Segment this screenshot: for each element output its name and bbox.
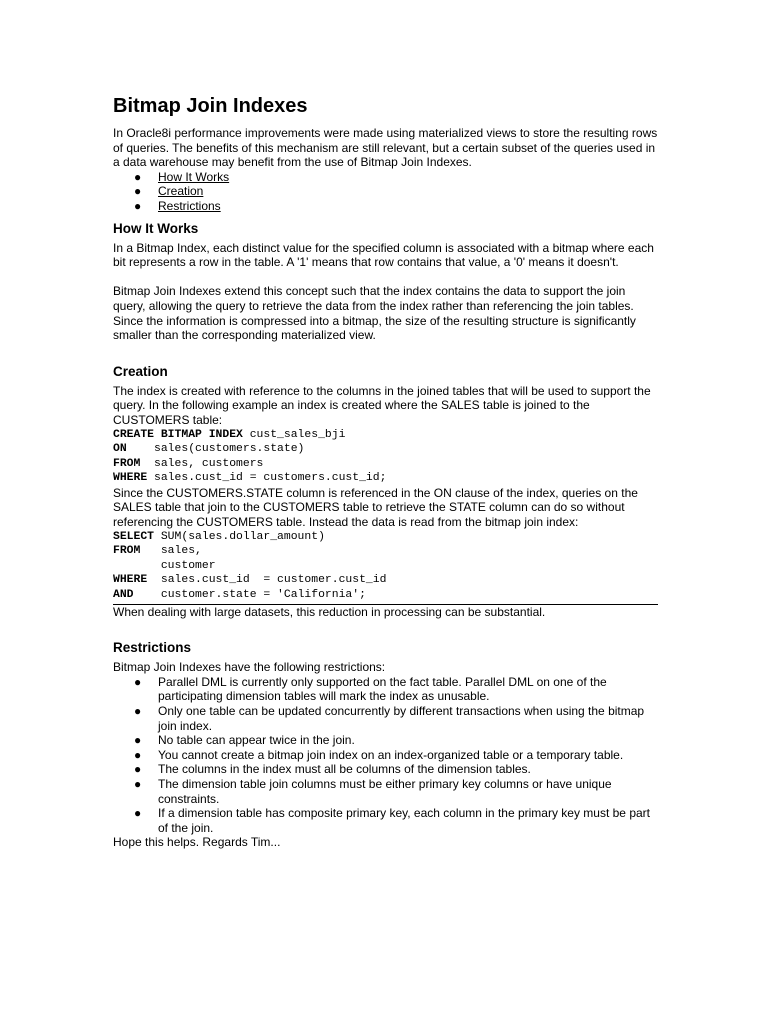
creation-paragraph-1: The index is created with reference to the columns in the joined tables that will be used to support the query. In the following example an index is created where the SALES table is joined to the CUSTOMERS table:	[113, 383, 651, 427]
list-item	[134, 704, 658, 733]
code-block-select-query	[113, 530, 658, 603]
closing-text: Hope this helps. Regards Tim...	[113, 835, 281, 850]
restrictions-intro: Bitmap Join Indexes have the following restrictions:	[113, 660, 386, 675]
bullet-icon: ●	[134, 169, 142, 184]
list-item	[134, 762, 658, 777]
list-item	[134, 776, 658, 806]
code-keyword: WHERE	[113, 472, 148, 485]
table-of-contents	[113, 170, 658, 214]
bullet-icon: ●	[134, 776, 142, 791]
list-item	[134, 733, 658, 748]
code-keyword: FROM	[113, 545, 141, 558]
toc-link-restrictions[interactable]: Restrictions	[158, 198, 221, 213]
list-item	[134, 747, 658, 763]
code-text: customer.state = 'California';	[133, 589, 366, 602]
code-keyword: AND	[113, 589, 134, 602]
toc-link-creation[interactable]: Creation	[158, 184, 204, 199]
code-keyword: ON	[113, 443, 127, 456]
creation-paragraph-3: When dealing with large datasets, this reduction in processing can be substantial.	[113, 604, 546, 619]
section-heading-restrictions: Restrictions	[113, 640, 192, 656]
list-item	[134, 806, 658, 835]
bullet-icon: ●	[134, 806, 142, 821]
code-text: customer	[113, 559, 216, 572]
section-heading-creation: Creation	[113, 363, 168, 379]
list-item-text: If a dimension table has composite primary key, each column in the primary key must be part of the join.	[158, 806, 650, 835]
code-keyword: SELECT	[113, 530, 155, 543]
code-keyword: FROM	[113, 457, 141, 470]
list-item-text: Parallel DML is currently only supported on the fact table. Parallel DML on one of the participating dimension tables will mark the index as unusable.	[158, 674, 607, 704]
code-text: SUM(sales.dollar_amount)	[154, 530, 325, 543]
page-title: Bitmap Join Indexes	[113, 95, 308, 117]
code-text: sales, customers	[140, 457, 264, 470]
bullet-icon: ●	[134, 198, 142, 213]
code-text: sales,	[140, 545, 202, 558]
code-text: sales.cust_id = customer.cust_id	[147, 574, 387, 587]
toc-item-creation	[134, 184, 658, 199]
toc-item-how-it-works	[134, 169, 658, 185]
bullet-icon: ●	[134, 733, 142, 748]
list-item-text: You cannot create a bitmap join index on an index-organized table or a temporary table.	[158, 747, 624, 762]
intro-paragraph: In Oracle8i performance improvements were made using materialized views to store the resulting rows of queries. The benefits of this mechanism are still relevant, but a certain subset of the queries used in a data warehouse may benefit from the use of Bitmap Join Indexes.	[113, 126, 658, 170]
toc-item-restrictions	[134, 198, 658, 214]
code-keyword: CREATE BITMAP INDEX	[113, 428, 243, 441]
document-page	[113, 94, 658, 850]
bullet-icon: ●	[134, 762, 142, 777]
restrictions-list	[113, 675, 658, 836]
bullet-icon: ●	[134, 704, 142, 718]
bullet-icon: ●	[134, 674, 142, 689]
list-item-text: Only one table can be updated concurrently by different transactions when using the bitmap join index.	[158, 704, 645, 733]
code-keyword: WHERE	[113, 574, 148, 587]
creation-paragraph-2: Since the CUSTOMERS.STATE column is referenced in the ON clause of the index, queries on the SALES table that join to the CUSTOMERS table to retrieve the STATE column can do so without referencing the CUSTOMERS table. Instead the data is read from the bitmap join index:	[113, 485, 638, 530]
code-text: sales(customers.state)	[126, 443, 305, 456]
bullet-icon: ●	[134, 184, 142, 199]
list-item	[134, 674, 658, 704]
how-paragraph-2: Bitmap Join Indexes extend this concept such that the index contains the data to support the join query, allowing the query to retrieve the data from the index rather than referencing the join tables. Since the information is compressed into a bitmap, the size of the resulting structure is significantly smaller than the corresponding materialized view.	[113, 284, 636, 343]
bullet-icon: ●	[134, 747, 142, 762]
how-paragraph-1: In a Bitmap Index, each distinct value for the specified column is associated with a bitmap where each bit represents a row in the table. A '1' means that row contains that value, a '0' means it doesn't.	[113, 240, 654, 270]
toc-link-how-it-works[interactable]: How It Works	[158, 169, 230, 184]
code-text: sales.cust_id = customers.cust_id;	[147, 472, 387, 485]
list-item-text: The dimension table join columns must be either primary key columns or have unique constraints.	[158, 776, 612, 806]
list-item-text: The columns in the index must all be columns of the dimension tables.	[158, 762, 531, 777]
code-text: cust_sales_bji	[242, 428, 346, 441]
section-heading-how-it-works: How It Works	[113, 220, 199, 236]
code-block-create-index	[113, 428, 658, 486]
list-item-text: No table can appear twice in the join.	[158, 733, 355, 748]
